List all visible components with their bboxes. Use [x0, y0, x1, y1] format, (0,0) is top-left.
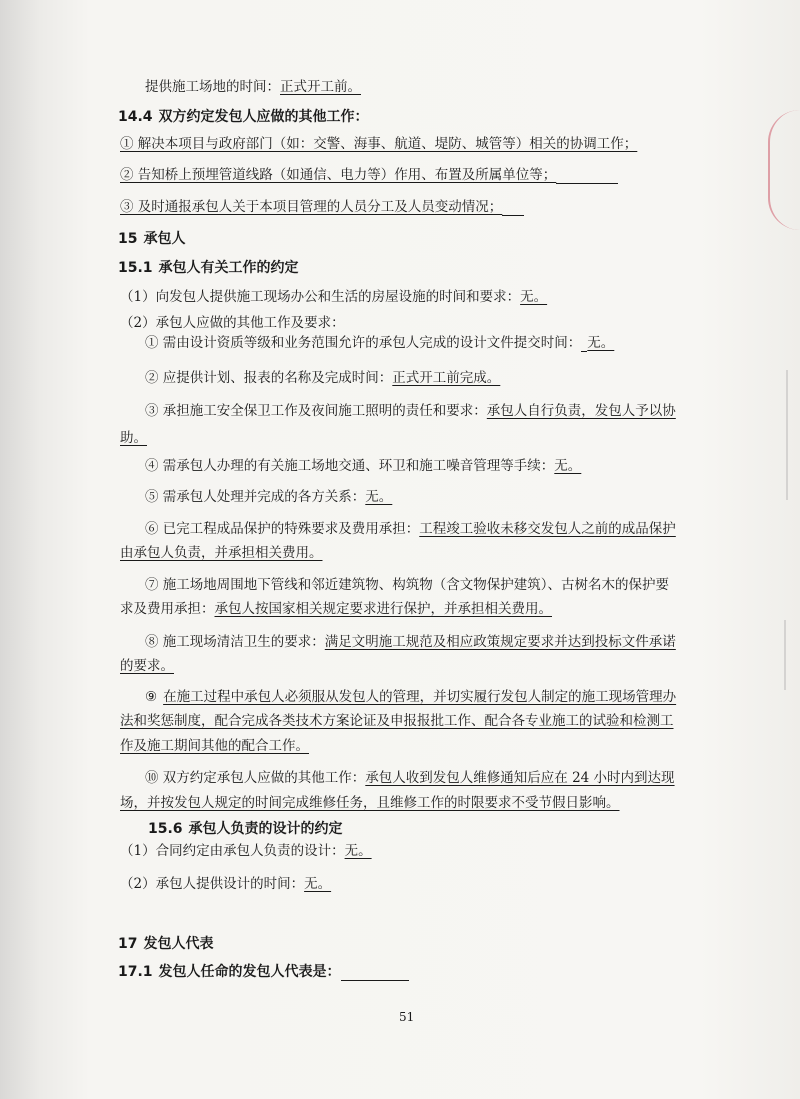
site-time-line: 提供施工场地的时间：正式开工前。 — [145, 79, 361, 95]
clause-3-continued: 助。 — [120, 430, 147, 446]
section-15-1-heading: 15.1 承包人有关工作的约定 — [118, 260, 299, 276]
clause-10-continued: 场，并按发包人规定的时间完成维修任务，且维修工作的时限要求不受节假日影响。 — [120, 795, 620, 811]
seal-mark-edge — [786, 370, 800, 500]
clause-9-line-3: 作及施工期间其他的配合工作。 — [120, 738, 309, 754]
clause-9: ⑨ 在施工过程中承包人必须服从发包人的管理，并切实履行发包人制定的施工现场管理办 — [145, 689, 677, 705]
clause-7: ⑦ 施工场地周围地下管线和邻近建筑物、构筑物（含文物保护建筑）、古树名木的保护要 — [145, 577, 670, 593]
design-item-2: （2）承包人提供设计的时间：无。 — [120, 876, 332, 892]
clause-6-continued: 由承包人负责，并承担相关费用。 — [120, 545, 323, 561]
page-number: 51 — [399, 1010, 415, 1024]
clause-8-continued: 的要求。 — [120, 658, 174, 674]
clause-4: ④ 需承包人办理的有关施工场地交通、环卫和施工噪音管理等手续：无。 — [145, 458, 582, 474]
design-item-1: （1）合同约定由承包人负责的设计：无。 — [120, 843, 372, 859]
clause-3: ③ 承担施工安全保卫工作及夜间施工照明的责任和要求：承包人自行负责，发包人予以协 — [145, 403, 676, 419]
section-14-4-heading: 14.4 双方约定发包人应做的其他工作： — [118, 109, 369, 125]
clause-6: ⑥ 已完工程成品保护的特殊要求及费用承担：工程竣工验收未移交发包人之前的成品保护 — [145, 521, 676, 537]
section-17-heading: 17 发包人代表 — [118, 936, 214, 952]
duty-item-3: ③ 及时通报承包人关于本项目管理的人员分工及人员变动情况； — [120, 198, 524, 216]
duty-item-2: ② 告知桥上预埋管道线路（如通信、电力等）作用、布置及所属单位等； — [120, 166, 618, 184]
clause-1: ① 需由设计资质等级和业务范围允许的承包人完成的设计文件提交时间： 无。 — [145, 335, 615, 351]
clause-8: ⑧ 施工现场清洁卫生的要求：满足文明施工规范及相应政策规定要求并达到投标文件承诺 — [145, 634, 676, 650]
contractor-item-1: （1）向发包人提供施工现场办公和生活的房屋设施的时间和要求：无。 — [120, 289, 548, 305]
clause-2: ② 应提供计划、报表的名称及完成时间：正式开工前完成。 — [145, 370, 501, 386]
section-15-heading: 15 承包人 — [118, 231, 186, 247]
clause-10: ⑩ 双方约定承包人应做的其他工作：承包人收到发包人维修通知后应在 24 小时内到达现 — [145, 770, 675, 786]
section-15-6-heading: 15.6 承包人负责的设计的约定 — [148, 821, 343, 837]
seal-stamp-edge — [768, 110, 800, 230]
contractor-item-2: （2）承包人应做的其他工作及要求： — [120, 315, 345, 331]
duty-item-1: ① 解决本项目与政府部门（如：交警、海事、航道、堤防、城管等）相关的协调工作； — [120, 136, 638, 152]
section-17-1-heading: 17.1 发包人任命的发包人代表是： — [118, 963, 409, 981]
clause-5: ⑤ 需承包人处理并完成的各方关系：无。 — [145, 489, 393, 505]
seal-mark-edge — [784, 620, 800, 690]
clause-9-line-2: 法和奖惩制度，配合完成各类技术方案论证及申报报批工作、配合各专业施工的试验和检测工 — [120, 713, 674, 729]
site-time-value: 正式开工前。 — [280, 79, 361, 95]
clause-7-continued: 求及费用承担：承包人按国家相关规定要求进行保护，并承担相关费用。 — [120, 601, 552, 617]
representative-blank — [341, 965, 409, 981]
